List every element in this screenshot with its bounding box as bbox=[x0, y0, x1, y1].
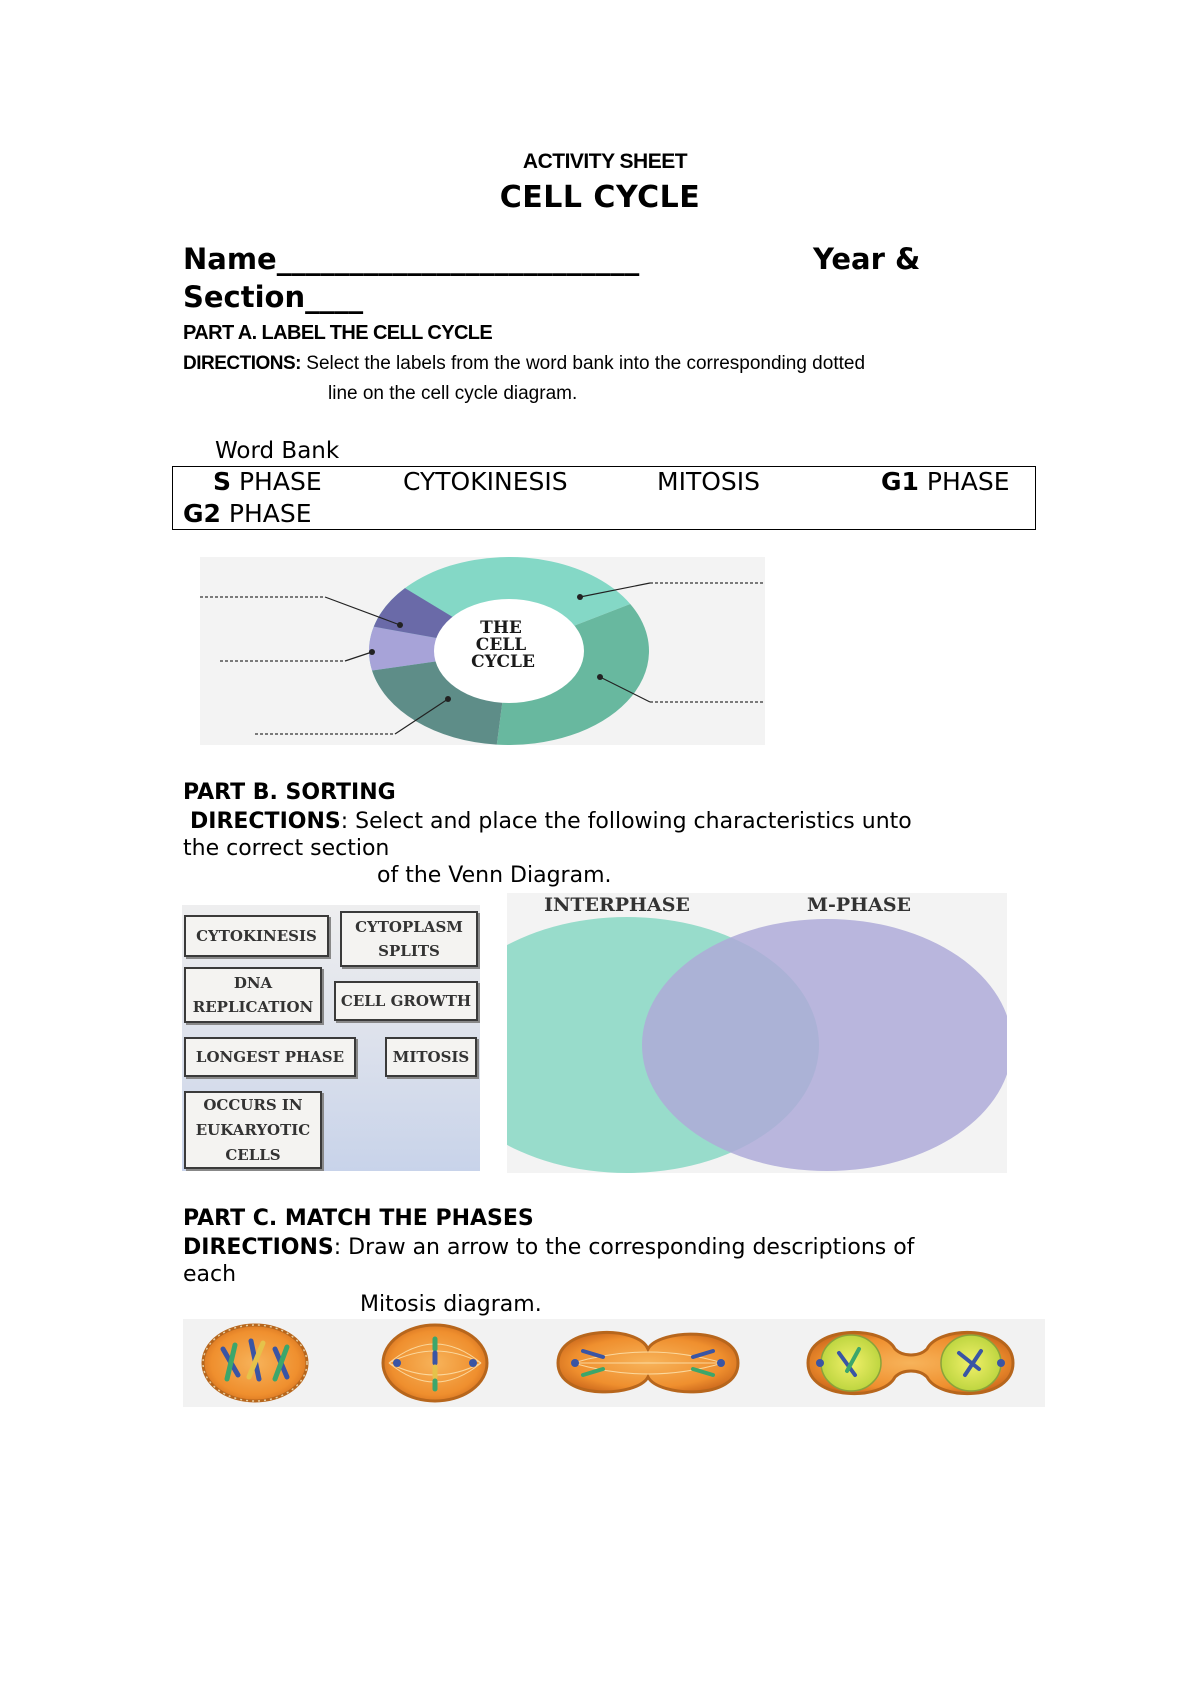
activity-title: ACTIVITY SHEET bbox=[522, 150, 688, 173]
part-a-directions bbox=[183, 353, 865, 375]
part-b-directions-label: DIRECTIONS bbox=[190, 809, 341, 834]
part-b-directions bbox=[190, 809, 912, 834]
venn-diagram bbox=[507, 893, 1007, 1173]
mitosis-diagram-strip bbox=[183, 1319, 1045, 1407]
part-b-directions-cont-2: of the Venn Diagram. bbox=[377, 863, 612, 888]
card-longest-phase[interactable]: LONGEST PHASE bbox=[184, 1037, 356, 1077]
venn-mphase-circle[interactable] bbox=[642, 919, 1007, 1171]
part-a-heading: PART A. LABEL THE CELL CYCLE bbox=[183, 322, 493, 344]
prophase-cell[interactable] bbox=[203, 1325, 307, 1401]
diagram-center-line-2: CELL bbox=[475, 635, 527, 655]
word-s-phase[interactable]: S PHASE bbox=[213, 467, 322, 496]
venn-left-label: INTERPHASE bbox=[544, 894, 690, 916]
part-a-directions-label: DIRECTIONS: bbox=[183, 353, 301, 374]
cell-cycle-diagram bbox=[200, 557, 765, 745]
word-cytokinesis[interactable]: CYTOKINESIS bbox=[403, 467, 568, 496]
part-b-directions-cont: the correct section bbox=[183, 836, 390, 861]
card-cytokinesis[interactable]: CYTOKINESIS bbox=[184, 915, 329, 957]
pointer-dot-3 bbox=[445, 696, 451, 702]
diagram-center-line-1: THE bbox=[480, 618, 522, 638]
word-bank-box bbox=[172, 466, 1036, 530]
word-mitosis[interactable]: MITOSIS bbox=[657, 467, 761, 496]
part-a-directions-cont: line on the cell cycle diagram. bbox=[328, 383, 578, 404]
part-c-directions-label: DIRECTIONS bbox=[183, 1235, 334, 1260]
card-cytoplasm-splits[interactable]: CYTOPLASM SPLITS bbox=[340, 911, 478, 967]
diagram-center-line-3: CYCLE bbox=[471, 652, 535, 672]
part-c-directions bbox=[183, 1235, 914, 1260]
part-c-directions-cont: each bbox=[183, 1262, 237, 1287]
part-b-directions-text: : Select and place the following characteristics unto bbox=[340, 809, 912, 834]
pointer-dot-1 bbox=[397, 622, 403, 628]
part-c-directions-cont-2: Mitosis diagram. bbox=[360, 1292, 542, 1317]
page-title: CELL CYCLE bbox=[499, 180, 701, 215]
name-field-line[interactable]: Name_________________________ bbox=[183, 242, 640, 276]
word-g2-phase[interactable]: G2 PHASE bbox=[183, 499, 312, 528]
pointer-dot-5 bbox=[597, 674, 603, 680]
part-c-directions-text: : Draw an arrow to the corresponding descriptions of bbox=[333, 1235, 915, 1260]
word-bank-label: Word Bank bbox=[215, 438, 340, 464]
part-a-directions-text: Select the labels from the word bank into the corresponding dotted bbox=[306, 353, 866, 374]
metaphase-cell[interactable] bbox=[383, 1325, 487, 1401]
section-field-line[interactable]: Section____ bbox=[183, 280, 364, 314]
pointer-dot-4 bbox=[577, 594, 583, 600]
word-g1-phase[interactable]: G1 PHASE bbox=[881, 467, 1010, 496]
card-cell-growth[interactable]: CELL GROWTH bbox=[334, 981, 478, 1021]
year-label: Year & bbox=[813, 242, 921, 276]
card-dna-replication[interactable]: DNA REPLICATION bbox=[184, 967, 322, 1023]
sorting-cards-panel bbox=[182, 905, 480, 1171]
card-mitosis[interactable]: MITOSIS bbox=[385, 1037, 477, 1077]
part-b-heading: PART B. SORTING bbox=[183, 780, 396, 805]
part-c-heading: PART C. MATCH THE PHASES bbox=[183, 1206, 534, 1231]
venn-right-label: M-PHASE bbox=[806, 894, 912, 916]
pointer-dot-2 bbox=[369, 649, 375, 655]
card-occurs-eukaryotic[interactable]: OCCURS IN EUKARYOTIC CELLS bbox=[184, 1091, 322, 1169]
